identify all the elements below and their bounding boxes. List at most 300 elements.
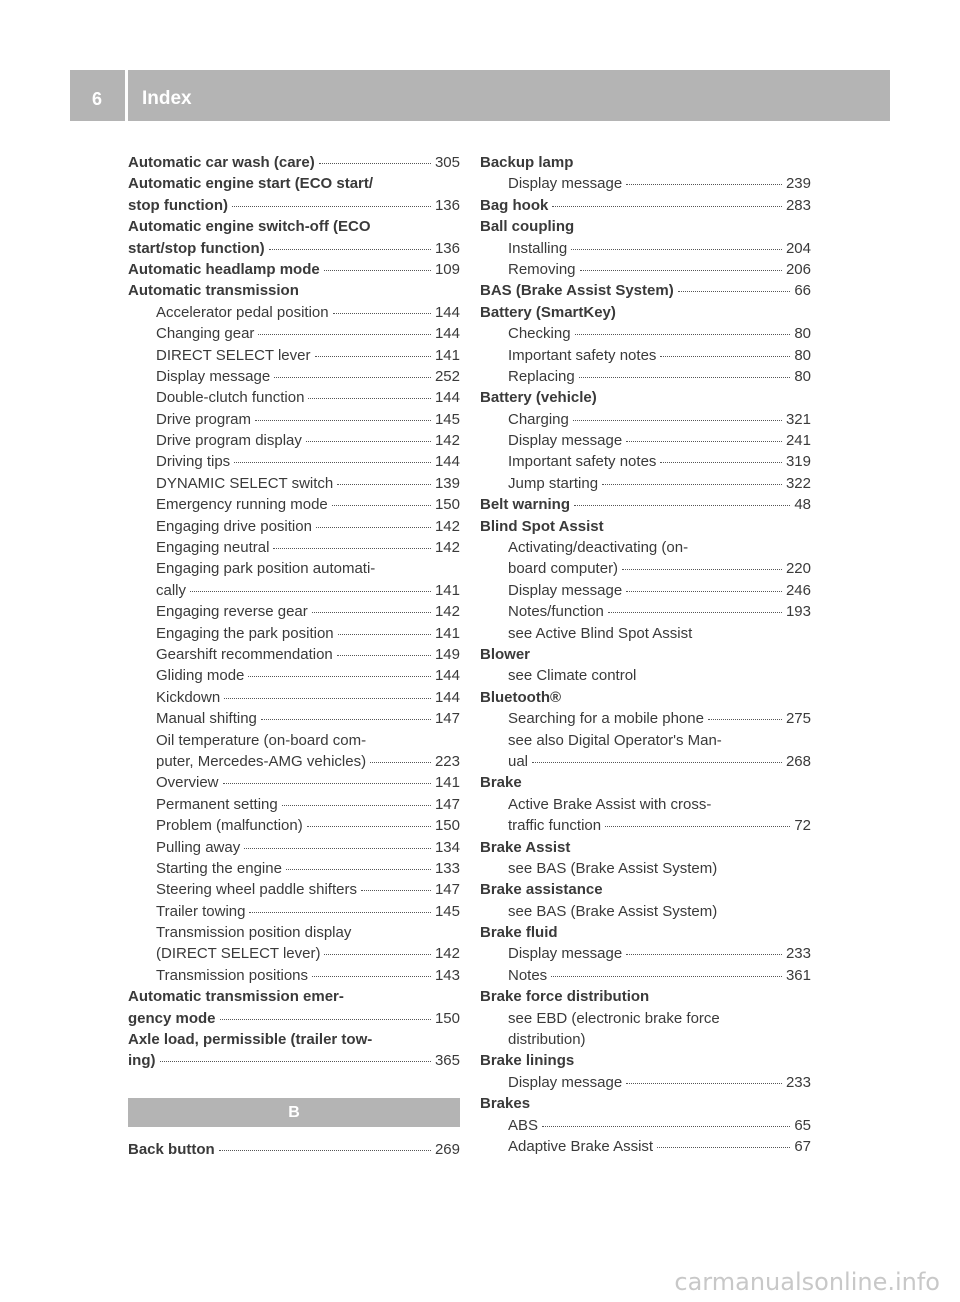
leader-dots xyxy=(608,612,782,613)
index-subentry xyxy=(128,644,460,665)
entry-text: start/stop function) xyxy=(128,239,265,257)
leader-dots xyxy=(571,249,782,250)
entry-text: Display message xyxy=(156,367,271,385)
index-subentry xyxy=(128,537,460,558)
index-subentry xyxy=(128,708,460,729)
index-subentry xyxy=(480,345,811,366)
entry-text: Transmission positions xyxy=(156,966,308,984)
leader-dots xyxy=(532,762,782,763)
entry-text: Double-clutch function xyxy=(156,389,305,407)
entry-text: Automatic headlamp mode xyxy=(128,260,320,278)
entry-page-number: 268 xyxy=(785,752,811,770)
entry-text: Automatic transmission emer- xyxy=(128,988,344,1006)
index-subentry xyxy=(480,323,811,344)
entry-page-number: 142 xyxy=(434,539,460,557)
entry-text: Changing gear xyxy=(156,325,255,343)
entry-page-number: 147 xyxy=(434,710,460,728)
index-subentry xyxy=(128,751,460,772)
entry-page-number: 72 xyxy=(794,817,811,835)
entry-text: Notes/function xyxy=(508,603,604,621)
entry-text: Removing xyxy=(508,260,576,278)
leader-dots xyxy=(552,206,782,207)
index-list-left xyxy=(128,152,460,1072)
entry-text: Searching for a mobile phone xyxy=(508,710,704,728)
leader-dots xyxy=(337,484,431,485)
entry-page-number: 241 xyxy=(785,432,811,450)
entry-page-number: 144 xyxy=(434,453,460,471)
index-entry xyxy=(480,516,811,537)
index-entry xyxy=(128,195,460,216)
entry-page-number: 141 xyxy=(434,346,460,364)
index-subentry xyxy=(480,173,811,194)
index-subentry xyxy=(128,901,460,922)
index-subentry xyxy=(128,665,460,686)
entry-page-number: 142 xyxy=(434,517,460,535)
index-entry xyxy=(128,216,460,237)
entry-text: Kickdown xyxy=(156,688,221,706)
entry-page-number: 150 xyxy=(434,496,460,514)
entry-page-number: 206 xyxy=(785,260,811,278)
entry-page-number: 361 xyxy=(785,966,811,984)
entry-text: traffic function xyxy=(508,817,602,835)
entry-text: Axle load, permissible (trailer tow- xyxy=(128,1031,373,1049)
index-subentry xyxy=(128,943,460,964)
leader-dots xyxy=(308,398,431,399)
entry-page-number: 144 xyxy=(434,688,460,706)
index-subentry xyxy=(128,965,460,986)
entry-text: Brake xyxy=(480,774,522,792)
index-subentry xyxy=(480,238,811,259)
index-column-right xyxy=(480,152,811,1157)
index-subentry xyxy=(480,451,811,472)
entry-text: Gliding mode xyxy=(156,667,245,685)
index-subentry xyxy=(128,601,460,622)
leader-dots xyxy=(338,634,431,635)
entry-text: DYNAMIC SELECT switch xyxy=(156,474,334,492)
index-entry xyxy=(128,280,460,301)
index-entry xyxy=(480,772,811,793)
index-subentry xyxy=(128,922,460,943)
index-entry xyxy=(480,280,811,301)
leader-dots xyxy=(244,848,431,849)
entry-text: Display message xyxy=(508,945,623,963)
entry-text: Drive program display xyxy=(156,432,302,450)
index-list-right xyxy=(480,152,811,1157)
entry-text: ing) xyxy=(128,1052,156,1070)
index-subentry xyxy=(480,1115,811,1136)
entry-text: Steering wheel paddle shifters xyxy=(156,881,357,899)
entry-page-number: 147 xyxy=(434,795,460,813)
leader-dots xyxy=(255,420,431,421)
index-subentry xyxy=(480,794,811,815)
leader-dots xyxy=(660,356,790,357)
index-entry xyxy=(480,644,811,665)
entry-text: Brake fluid xyxy=(480,924,558,942)
leader-dots xyxy=(219,1150,431,1151)
index-subentry xyxy=(128,516,460,537)
leader-dots xyxy=(361,890,431,891)
entry-text: Display message xyxy=(508,1073,623,1091)
entry-text: Gearshift recommendation xyxy=(156,645,333,663)
index-subentry xyxy=(480,473,811,494)
index-entry xyxy=(480,687,811,708)
page-title: Index xyxy=(142,88,192,109)
index-subentry xyxy=(480,858,811,879)
index-entry xyxy=(480,1050,811,1071)
entry-page-number: 147 xyxy=(434,881,460,899)
entry-text: Automatic engine switch-off (ECO xyxy=(128,218,371,236)
entry-page-number: 141 xyxy=(434,581,460,599)
index-entry xyxy=(480,1093,811,1114)
index-subentry xyxy=(128,451,460,472)
leader-dots xyxy=(316,527,431,528)
leader-dots xyxy=(708,719,782,720)
entry-text: see BAS (Brake Assist System) xyxy=(508,902,718,920)
entry-text: puter, Mercedes-AMG vehicles) xyxy=(156,752,367,770)
index-entry xyxy=(128,1050,460,1071)
entry-text: ual xyxy=(508,752,529,770)
leader-dots xyxy=(224,698,431,699)
index-entry xyxy=(480,837,811,858)
entry-page-number: 193 xyxy=(785,603,811,621)
entry-page-number: 233 xyxy=(785,945,811,963)
index-subentry xyxy=(128,794,460,815)
entry-page-number: 322 xyxy=(785,474,811,492)
entry-page-number: 136 xyxy=(434,196,460,214)
entry-text: Brake assistance xyxy=(480,881,603,899)
entry-page-number: 275 xyxy=(785,710,811,728)
entry-text: Driving tips xyxy=(156,453,231,471)
index-entry xyxy=(480,302,811,323)
leader-dots xyxy=(286,869,431,870)
leader-dots xyxy=(273,548,431,549)
leader-dots xyxy=(190,591,431,592)
leader-dots xyxy=(307,826,431,827)
entry-text: Important safety notes xyxy=(508,453,657,471)
entry-text: see also Digital Operator's Man- xyxy=(508,731,722,749)
index-subentry xyxy=(480,815,811,836)
entry-text: Battery (SmartKey) xyxy=(480,303,616,321)
index-subentry xyxy=(480,751,811,772)
index-subentry xyxy=(480,901,811,922)
leader-dots xyxy=(337,655,431,656)
entry-page-number: 109 xyxy=(434,260,460,278)
index-subentry xyxy=(128,580,460,601)
entry-page-number: 67 xyxy=(794,1137,811,1155)
entry-text: gency mode xyxy=(128,1009,216,1027)
leader-dots xyxy=(223,783,431,784)
entry-page-number: 283 xyxy=(785,196,811,214)
entry-text: Replacing xyxy=(508,367,575,385)
index-entry xyxy=(128,1139,460,1160)
entry-page-number: 144 xyxy=(434,325,460,343)
index-subentry xyxy=(128,366,460,387)
leader-dots xyxy=(660,462,782,463)
index-subentry xyxy=(128,687,460,708)
entry-text: Jump starting xyxy=(508,474,599,492)
leader-dots xyxy=(324,954,430,955)
leader-dots xyxy=(258,334,431,335)
index-subentry xyxy=(480,965,811,986)
entry-text: Important safety notes xyxy=(508,346,657,364)
entry-text: see Climate control xyxy=(508,667,637,685)
index-subentry xyxy=(480,708,811,729)
leader-dots xyxy=(626,591,782,592)
leader-dots xyxy=(579,377,791,378)
index-subentry xyxy=(128,730,460,751)
entry-page-number: 141 xyxy=(434,774,460,792)
leader-dots xyxy=(657,1147,790,1148)
entry-text: Checking xyxy=(508,325,571,343)
page-number: 6 xyxy=(91,89,102,109)
entry-text: board computer) xyxy=(508,560,619,578)
leader-dots xyxy=(575,334,791,335)
entry-page-number: 150 xyxy=(434,817,460,835)
leader-dots xyxy=(542,1126,790,1127)
index-subentry xyxy=(128,815,460,836)
index-list-left-b xyxy=(128,1139,460,1160)
entry-page-number: 252 xyxy=(434,367,460,385)
index-entry xyxy=(480,152,811,173)
entry-text: Emergency running mode xyxy=(156,496,328,514)
leader-dots xyxy=(315,356,431,357)
entry-page-number: 223 xyxy=(434,752,460,770)
entry-text: Display message xyxy=(508,432,623,450)
entry-page-number: 66 xyxy=(794,282,811,300)
watermark: carmanualsonline.info xyxy=(674,1268,940,1296)
entry-text: Belt warning xyxy=(480,496,571,514)
index-subentry xyxy=(128,473,460,494)
leader-dots xyxy=(602,484,782,485)
index-entry xyxy=(480,216,811,237)
entry-text: Oil temperature (on-board com- xyxy=(156,731,367,749)
leader-dots xyxy=(274,377,431,378)
index-subentry xyxy=(480,623,811,644)
index-subentry xyxy=(480,430,811,451)
entry-text: Active Brake Assist with cross- xyxy=(508,795,712,813)
index-subentry xyxy=(128,345,460,366)
leader-dots xyxy=(312,976,431,977)
entry-text: Trailer towing xyxy=(156,902,246,920)
entry-page-number: 233 xyxy=(785,1073,811,1091)
entry-text: Engaging neutral xyxy=(156,539,270,557)
entry-text: Backup lamp xyxy=(480,154,574,171)
entry-page-number: 80 xyxy=(794,346,811,364)
index-entry xyxy=(128,259,460,280)
entry-page-number: 220 xyxy=(785,560,811,578)
index-subentry xyxy=(480,580,811,601)
entry-text: Display message xyxy=(508,581,623,599)
entry-page-number: 144 xyxy=(434,389,460,407)
index-entry xyxy=(128,152,460,173)
entry-text: Problem (malfunction) xyxy=(156,817,303,835)
entry-page-number: 321 xyxy=(785,410,811,428)
entry-page-number: 144 xyxy=(434,303,460,321)
leader-dots xyxy=(269,249,431,250)
entry-page-number: 143 xyxy=(434,966,460,984)
index-subentry xyxy=(128,837,460,858)
entry-text: Ball coupling xyxy=(480,218,575,236)
entry-text: Notes xyxy=(508,966,548,984)
index-entry xyxy=(480,879,811,900)
entry-text: Automatic transmission xyxy=(128,282,299,300)
index-subentry xyxy=(480,943,811,964)
index-subentry xyxy=(480,1029,811,1050)
entry-text: see EBD (electronic brake force xyxy=(508,1009,720,1027)
entry-text: DIRECT SELECT lever xyxy=(156,346,311,364)
entry-text: Adaptive Brake Assist xyxy=(508,1137,654,1155)
index-subentry xyxy=(480,730,811,751)
index-subentry xyxy=(128,494,460,515)
entry-page-number: 144 xyxy=(434,667,460,685)
entry-text: Charging xyxy=(508,410,569,428)
entry-text: (DIRECT SELECT lever) xyxy=(156,945,321,963)
entry-text: Bag hook xyxy=(480,196,549,214)
index-entry xyxy=(480,494,811,515)
index-subentry xyxy=(480,1136,811,1157)
index-subentry xyxy=(480,366,811,387)
leader-dots xyxy=(261,719,431,720)
entry-text: Engaging the park position xyxy=(156,624,334,642)
entry-text: Installing xyxy=(508,239,568,257)
index-entry xyxy=(480,922,811,943)
index-subentry xyxy=(128,623,460,644)
entry-text: Battery (vehicle) xyxy=(480,389,597,407)
entry-text: Overview xyxy=(156,774,219,792)
entry-text: Automatic engine start (ECO start/ xyxy=(128,175,374,193)
leader-dots xyxy=(249,912,430,913)
entry-page-number: 139 xyxy=(434,474,460,492)
entry-text: BAS (Brake Assist System) xyxy=(480,282,674,300)
index-entry xyxy=(128,173,460,194)
leader-dots xyxy=(332,505,431,506)
leader-dots xyxy=(580,270,782,271)
entry-text: Brake linings xyxy=(480,1052,575,1070)
leader-dots xyxy=(324,270,431,271)
entry-text: Brakes xyxy=(480,1095,531,1113)
entry-text: Display message xyxy=(508,175,623,193)
leader-dots xyxy=(282,805,431,806)
index-subentry xyxy=(128,879,460,900)
entry-page-number: 204 xyxy=(785,239,811,257)
entry-page-number: 269 xyxy=(434,1140,460,1158)
entry-text: Automatic car wash (care) xyxy=(128,154,315,171)
entry-text: cally xyxy=(156,581,187,599)
entry-page-number: 133 xyxy=(434,859,460,877)
index-subentry xyxy=(480,537,811,558)
leader-dots xyxy=(573,420,782,421)
index-entry xyxy=(128,1008,460,1029)
index-entry xyxy=(480,195,811,216)
leader-dots xyxy=(160,1061,431,1062)
entry-page-number: 80 xyxy=(794,367,811,385)
index-subentry xyxy=(480,665,811,686)
index-subentry xyxy=(480,1008,811,1029)
index-subentry xyxy=(480,409,811,430)
entry-page-number: 365 xyxy=(434,1052,460,1070)
entry-text: Bluetooth® xyxy=(480,688,562,706)
leader-dots xyxy=(551,976,782,977)
index-subentry xyxy=(128,387,460,408)
entry-page-number: 80 xyxy=(794,325,811,343)
index-entry xyxy=(128,238,460,259)
index-entry xyxy=(128,986,460,1007)
index-subentry xyxy=(128,558,460,579)
entry-text: Blower xyxy=(480,645,531,663)
entry-page-number: 136 xyxy=(434,239,460,257)
index-subentry xyxy=(128,409,460,430)
entry-page-number: 246 xyxy=(785,581,811,599)
index-subentry xyxy=(128,858,460,879)
entry-page-number: 319 xyxy=(785,453,811,471)
entry-text: Engaging drive position xyxy=(156,517,312,535)
leader-dots xyxy=(312,612,431,613)
leader-dots xyxy=(626,184,782,185)
leader-dots xyxy=(248,676,431,677)
entry-text: distribution) xyxy=(508,1031,586,1049)
entry-page-number: 65 xyxy=(794,1116,811,1134)
entry-text: stop function) xyxy=(128,196,228,214)
index-subentry xyxy=(128,430,460,451)
leader-dots xyxy=(626,1083,782,1084)
entry-text: Engaging park position automati- xyxy=(156,560,376,578)
entry-text: Pulling away xyxy=(156,838,241,856)
entry-text: Manual shifting xyxy=(156,710,257,728)
section-letter-bar: B xyxy=(128,1098,460,1127)
entry-text: Transmission position display xyxy=(156,924,352,942)
entry-text: Activating/deactivating (on- xyxy=(508,539,689,557)
entry-text: Back button xyxy=(128,1140,215,1158)
index-subentry xyxy=(480,601,811,622)
entry-text: see Active Blind Spot Assist xyxy=(508,624,693,642)
index-entry xyxy=(480,986,811,1007)
entry-page-number: 305 xyxy=(434,154,460,171)
index-subentry xyxy=(480,259,811,280)
leader-dots xyxy=(622,569,782,570)
leader-dots xyxy=(220,1019,431,1020)
leader-dots xyxy=(232,206,431,207)
entry-text: Brake force distribution xyxy=(480,988,650,1006)
header-divider xyxy=(125,70,128,121)
leader-dots xyxy=(306,441,431,442)
entry-page-number: 149 xyxy=(434,645,460,663)
entry-page-number: 142 xyxy=(434,603,460,621)
index-entry xyxy=(480,387,811,408)
index-column-left xyxy=(128,152,460,1160)
entry-page-number: 145 xyxy=(434,902,460,920)
entry-text: see BAS (Brake Assist System) xyxy=(508,859,718,877)
entry-page-number: 239 xyxy=(785,175,811,193)
entry-text: Engaging reverse gear xyxy=(156,603,308,621)
index-subentry xyxy=(480,1072,811,1093)
leader-dots xyxy=(574,505,790,506)
index-subentry xyxy=(128,323,460,344)
entry-page-number: 145 xyxy=(434,410,460,428)
entry-text: Permanent setting xyxy=(156,795,278,813)
entry-text: Drive program xyxy=(156,410,252,428)
entry-text: ABS xyxy=(508,1116,539,1134)
entry-text: Brake Assist xyxy=(480,838,571,856)
entry-text: Starting the engine xyxy=(156,859,282,877)
leader-dots xyxy=(626,441,782,442)
index-subentry xyxy=(128,772,460,793)
entry-page-number: 48 xyxy=(794,496,811,514)
entry-text: Blind Spot Assist xyxy=(480,517,604,535)
index-subentry xyxy=(480,558,811,579)
entry-page-number: 134 xyxy=(434,838,460,856)
leader-dots xyxy=(626,954,782,955)
leader-dots xyxy=(234,462,431,463)
